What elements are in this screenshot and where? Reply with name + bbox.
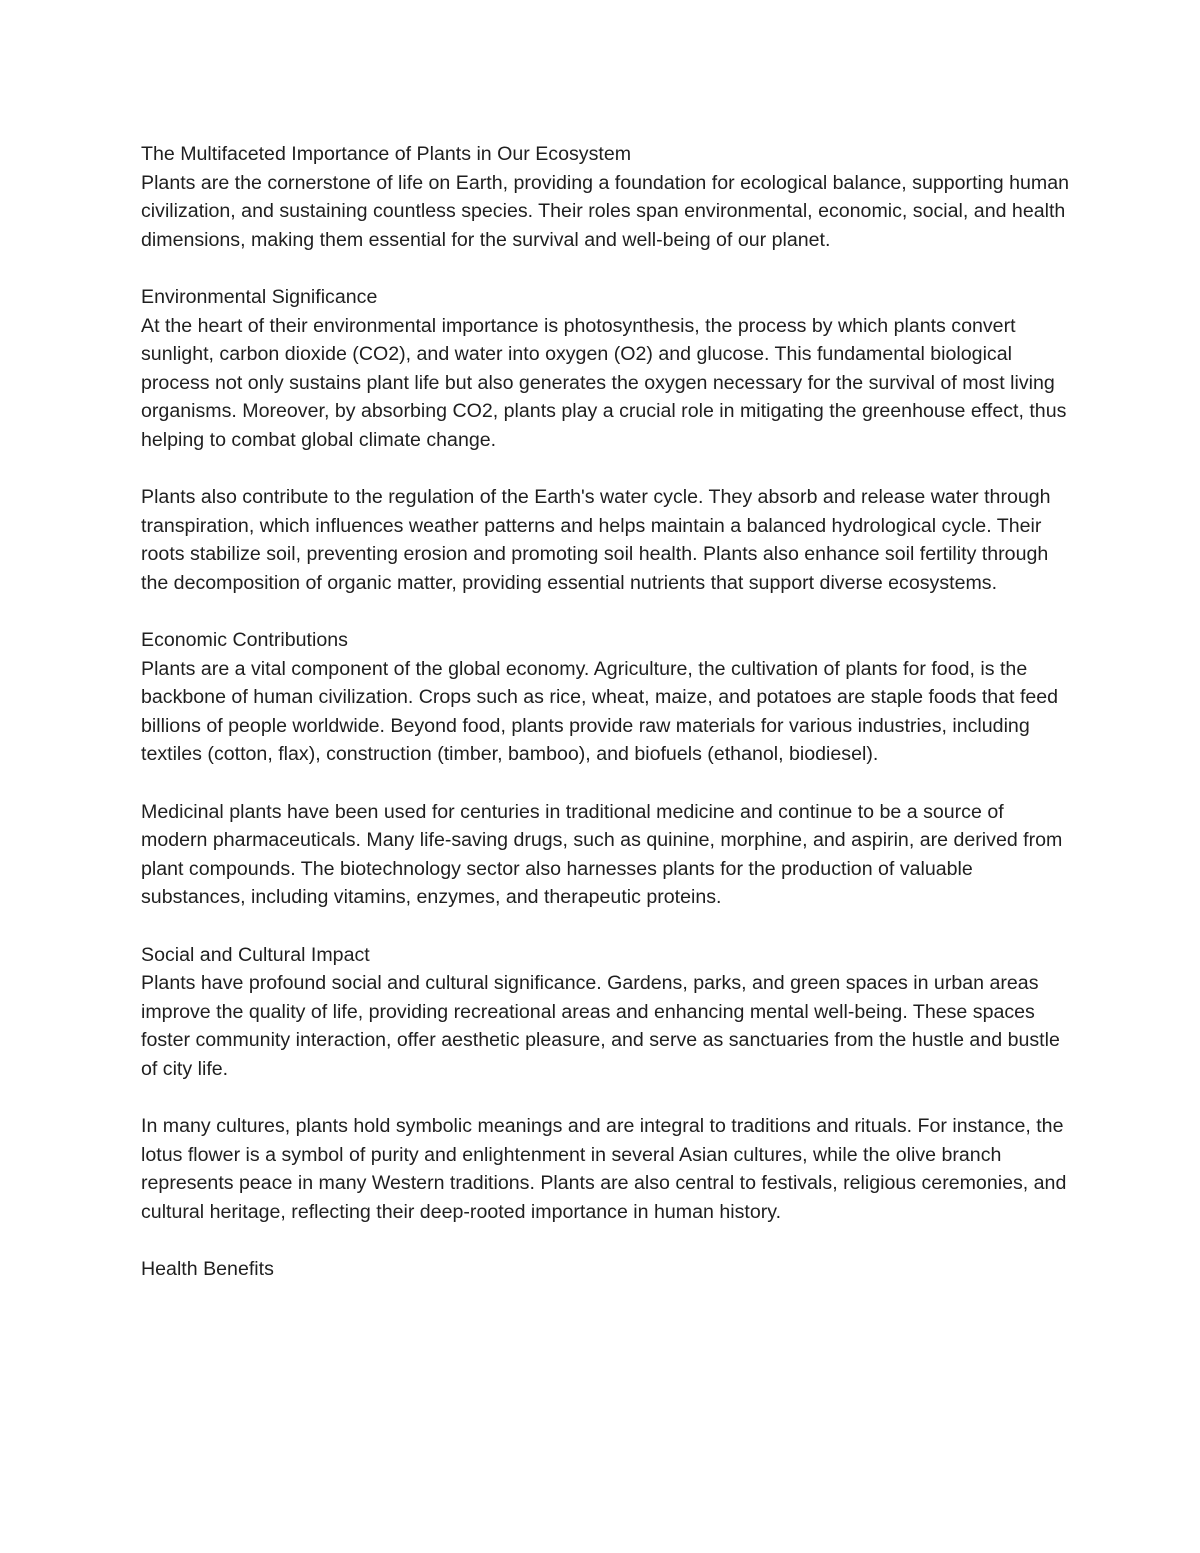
paragraph-spacer	[141, 912, 1071, 941]
economic-paragraph-2: Medicinal plants have been used for centuries in traditional medicine and continue to be a source of modern pharmaceuticals. Many life-saving drugs, such as quinine, morphine, and aspirin, are derived from plant compounds. The biotechnology sector also harnesses plants for the production of valuable substances, including vitamins, enzymes, and therapeutic proteins.	[141, 800, 1063, 909]
paragraph-spacer	[141, 1084, 1071, 1113]
environmental-paragraph-1: At the heart of their environmental importance is photosynthesis, the process by which plants convert sunlight, carbon dioxide (CO2), and water into oxygen (O2) and glucose. This fundamental biological process not only sustains plant life but also generates the oxygen necessary for the survival of most living organisms. Moreover, by absorbing CO2, plants play a crucial role in mitigating the greenhouse effect, thus helping to combat global climate change.	[141, 314, 1067, 451]
economic-paragraph-1: Plants are a vital component of the global economy. Agriculture, the cultivation of plants for food, is the backbone of human civilization. Crops such as rice, wheat, maize, and potatoes are staple foods that feed billions of people worldwide. Beyond food, plants provide raw materials for various industries, including textiles (cotton, flax), construction (timber, bamboo), and biofuels (ethanol, biodiesel).	[141, 657, 1059, 766]
document-title: The Multifaceted Importance of Plants in Our Ecosystem	[141, 143, 632, 165]
social-paragraph-1: Plants have profound social and cultural significance. Gardens, parks, and green spaces in urban areas improve the quality of life, providing recreational areas and enhancing mental well-being. These spaces foster community interaction, offer aesthetic pleasure, and serve as sanctuaries from the hustle and bustle of city life.	[141, 972, 1060, 1080]
section-heading-economic: Economic Contributions	[141, 629, 348, 652]
section-heading-health: Health Benefits	[141, 1258, 274, 1281]
paragraph-spacer	[141, 598, 1071, 627]
intro-paragraph: Plants are the cornerstone of life on Earth, providing a foundation for ecological balance, supporting human civilization, and sustaining countless species. Their roles span environmental, economic, social, and health dimensions, making them essential for the survival and well-being of our planet.	[141, 171, 1070, 251]
section-heading-social-cultural: Social and Cultural Impact	[141, 943, 370, 966]
paragraph-spacer	[141, 769, 1071, 798]
environmental-paragraph-2: Plants also contribute to the regulation of the Earth's water cycle. They absorb and release water through transpiration, which influences weather patterns and helps maintain a balanced hydrological cycle. Their roots stabilize soil, preventing erosion and promoting soil health. Plants also enhance soil fertility through the decomposition of organic matter, providing essential nutrients that support diverse ecosystems.	[141, 486, 1051, 594]
section-heading-environmental: Environmental Significance	[141, 285, 378, 308]
paragraph-spacer	[141, 1227, 1071, 1256]
social-paragraph-2: In many cultures, plants hold symbolic meanings and are integral to traditions and rituals. For instance, the lotus flower is a symbol of purity and enlightenment in several Asian cultures, while the olive branch represents peace in many Western traditions. Plants are also central to festivals, religious ceremonies, and cultural heritage, reflecting their deep-rooted importance in human history.	[141, 1115, 1067, 1223]
paragraph-spacer	[141, 455, 1071, 484]
document-body	[141, 140, 1071, 1284]
paragraph-spacer	[141, 254, 1071, 283]
